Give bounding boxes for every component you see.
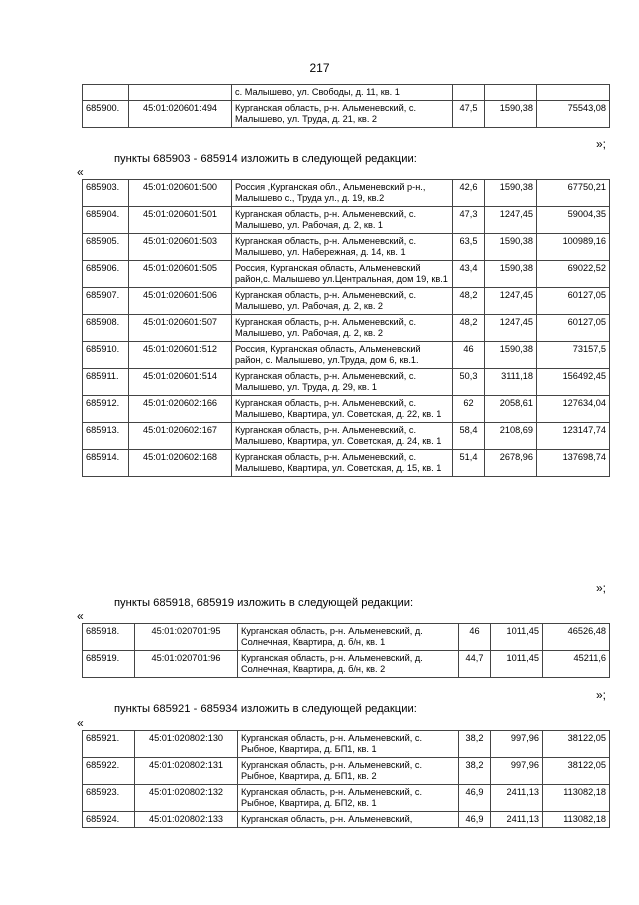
- row-number-cell: 685905.: [83, 234, 129, 261]
- cadastral-number-cell: 45:01:020802:132: [135, 785, 238, 812]
- row-number-cell: 685907.: [83, 288, 129, 315]
- table-row: [83, 785, 610, 812]
- row-number-cell: 685912.: [83, 396, 129, 423]
- cadastral-value-cell: 113082,18: [543, 812, 610, 828]
- row-number-cell: 685918.: [83, 624, 135, 651]
- cadastral-number-cell: 45:01:020802:133: [135, 812, 238, 828]
- area-cell: 58,4: [453, 423, 485, 450]
- table-row: [83, 758, 610, 785]
- table-section-1: [82, 179, 610, 477]
- address-cell: Курганская область, р-н. Альменевский, д. Солнечная, Квартира, д. б/н, кв. 2: [238, 651, 459, 678]
- unit-price-cell: 2678,96: [485, 450, 537, 477]
- close-quote: »;: [596, 688, 607, 702]
- cadastral-value-cell: 67750,21: [537, 180, 610, 207]
- area-cell: 42,6: [453, 180, 485, 207]
- area-cell: 46: [453, 342, 485, 369]
- address-cell: Курганская область, р-н. Альменевский, с. Малышево, ул. Рабочая, д. 2, кв. 2: [232, 315, 453, 342]
- address-cell: Курганская область, р-н. Альменевский, д. Солнечная, Квартира, д. б/н, кв. 1: [238, 624, 459, 651]
- table-row: [83, 450, 610, 477]
- row-number-cell: 685903.: [83, 180, 129, 207]
- table-continuation: [82, 84, 610, 128]
- row-number-cell: 685921.: [83, 731, 135, 758]
- unit-price-cell: 3111,18: [485, 369, 537, 396]
- table-row: [83, 812, 610, 828]
- section-heading: пункты 685903 - 685914 изложить в следующей редакции:: [114, 153, 417, 165]
- area-cell: [453, 85, 485, 101]
- address-cell: Курганская область, р-н. Альменевский, с. Рыбное, Квартира, д. БП2, кв. 1: [238, 785, 459, 812]
- area-cell: 63,5: [453, 234, 485, 261]
- address-cell: Курганская область, р-н. Альменевский,: [238, 812, 459, 828]
- table-section-2: [82, 623, 610, 678]
- table-row: [83, 342, 610, 369]
- table-row: [83, 207, 610, 234]
- address-cell: Курганская область, р-н. Альменевский, с. Малышево, ул. Набережная, д. 14, кв. 1: [232, 234, 453, 261]
- unit-price-cell: 997,96: [491, 758, 543, 785]
- area-cell: 51,4: [453, 450, 485, 477]
- cadastral-number-cell: 45:01:020601:514: [129, 369, 232, 396]
- address-cell: Россия ,Курганская обл., Альменевский р-н., Малышево с., Труда ул., д. 19, кв.2: [232, 180, 453, 207]
- row-number-cell: 685913.: [83, 423, 129, 450]
- cadastral-value-cell: 75543,08: [537, 101, 610, 128]
- unit-price-cell: 997,96: [491, 731, 543, 758]
- unit-price-cell: 1247,45: [485, 315, 537, 342]
- table-row: [83, 234, 610, 261]
- area-cell: 46,9: [459, 785, 491, 812]
- table-section-3: [82, 730, 610, 828]
- row-number-cell: 685900.: [83, 101, 129, 128]
- open-quote: «: [77, 165, 84, 179]
- cadastral-number-cell: 45:01:020601:506: [129, 288, 232, 315]
- cadastral-value-cell: 69022,52: [537, 261, 610, 288]
- table-row: [83, 85, 610, 101]
- page-number: 217: [309, 61, 330, 75]
- table-row: [83, 369, 610, 396]
- cadastral-number-cell: 45:01:020701:96: [135, 651, 238, 678]
- area-cell: 44,7: [459, 651, 491, 678]
- area-cell: 47,5: [453, 101, 485, 128]
- unit-price-cell: 1247,45: [485, 288, 537, 315]
- area-cell: 43,4: [453, 261, 485, 288]
- cadastral-value-cell: 60127,05: [537, 315, 610, 342]
- cadastral-value-cell: 45211,6: [543, 651, 610, 678]
- row-number-cell: 685908.: [83, 315, 129, 342]
- row-number-cell: 685922.: [83, 758, 135, 785]
- cadastral-value-cell: 100989,16: [537, 234, 610, 261]
- row-number-cell: 685910.: [83, 342, 129, 369]
- table-row: [83, 423, 610, 450]
- cadastral-value-cell: 46526,48: [543, 624, 610, 651]
- cadastral-number-cell: 45:01:020601:501: [129, 207, 232, 234]
- address-cell: Курганская область, р-н. Альменевский, с. Рыбное, Квартира, д. БП1, кв. 2: [238, 758, 459, 785]
- cadastral-number-cell: [129, 85, 232, 101]
- unit-price-cell: 1590,38: [485, 261, 537, 288]
- cadastral-number-cell: 45:01:020601:507: [129, 315, 232, 342]
- cadastral-value-cell: 73157,5: [537, 342, 610, 369]
- area-cell: 50,3: [453, 369, 485, 396]
- cadastral-value-cell: 113082,18: [543, 785, 610, 812]
- unit-price-cell: 1590,38: [485, 342, 537, 369]
- cadastral-value-cell: 38122,05: [543, 758, 610, 785]
- area-cell: 46: [459, 624, 491, 651]
- unit-price-cell: 2058,61: [485, 396, 537, 423]
- section-heading: пункты 685918, 685919 изложить в следующей редакции:: [114, 597, 414, 609]
- cadastral-value-cell: 60127,05: [537, 288, 610, 315]
- cadastral-value-cell: 123147,74: [537, 423, 610, 450]
- close-quote: »;: [596, 137, 607, 151]
- open-quote: «: [77, 716, 84, 730]
- cadastral-number-cell: 45:01:020601:500: [129, 180, 232, 207]
- table-row: [83, 396, 610, 423]
- row-number-cell: 685923.: [83, 785, 135, 812]
- area-cell: 38,2: [459, 758, 491, 785]
- address-cell: Курганская область, р-н. Альменевский, с. Малышево, ул. Труда, д. 29, кв. 1: [232, 369, 453, 396]
- table-row: [83, 651, 610, 678]
- row-number-cell: [83, 85, 129, 101]
- row-number-cell: 685911.: [83, 369, 129, 396]
- unit-price-cell: 2411,13: [491, 812, 543, 828]
- table-row: [83, 101, 610, 128]
- unit-price-cell: 1011,45: [491, 651, 543, 678]
- table-row: [83, 624, 610, 651]
- open-quote: «: [77, 609, 84, 623]
- cadastral-value-cell: 127634,04: [537, 396, 610, 423]
- cadastral-number-cell: 45:01:020601:512: [129, 342, 232, 369]
- area-cell: 48,2: [453, 315, 485, 342]
- address-cell: Курганская область, р-н. Альменевский, с. Малышево, ул. Рабочая, д. 2, кв. 1: [232, 207, 453, 234]
- cadastral-number-cell: 45:01:020602:166: [129, 396, 232, 423]
- section-heading: пункты 685921 - 685934 изложить в следующей редакции:: [114, 703, 417, 715]
- unit-price-cell: 1590,38: [485, 101, 537, 128]
- address-cell: Курганская область, р-н. Альменевский, с. Рыбное, Квартира, д. БП1, кв. 1: [238, 731, 459, 758]
- unit-price-cell: [485, 85, 537, 101]
- close-quote: »;: [596, 581, 607, 595]
- address-cell: Россия, Курганская область, Альменевский район,с. Малышево ул.Центральная, дом 19, кв.1: [232, 261, 453, 288]
- area-cell: 48,2: [453, 288, 485, 315]
- row-number-cell: 685919.: [83, 651, 135, 678]
- cadastral-number-cell: 45:01:020601:494: [129, 101, 232, 128]
- address-cell: Курганская область, р-н. Альменевский, с. Малышево, Квартира, ул. Советская, д. 24, кв. 1: [232, 423, 453, 450]
- cadastral-value-cell: 137698,74: [537, 450, 610, 477]
- unit-price-cell: 1011,45: [491, 624, 543, 651]
- row-number-cell: 685914.: [83, 450, 129, 477]
- area-cell: 38,2: [459, 731, 491, 758]
- row-number-cell: 685924.: [83, 812, 135, 828]
- address-cell: Курганская область, р-н. Альменевский, с. Малышево, Квартира, ул. Советская, д. 22, кв. 1: [232, 396, 453, 423]
- area-cell: 46,9: [459, 812, 491, 828]
- unit-price-cell: 1247,45: [485, 207, 537, 234]
- unit-price-cell: 1590,38: [485, 180, 537, 207]
- row-number-cell: 685904.: [83, 207, 129, 234]
- table-row: [83, 731, 610, 758]
- cadastral-value-cell: 38122,05: [543, 731, 610, 758]
- unit-price-cell: 2108,69: [485, 423, 537, 450]
- table-row: [83, 288, 610, 315]
- cadastral-number-cell: 45:01:020602:168: [129, 450, 232, 477]
- area-cell: 47,3: [453, 207, 485, 234]
- row-number-cell: 685906.: [83, 261, 129, 288]
- cadastral-number-cell: 45:01:020601:503: [129, 234, 232, 261]
- cadastral-number-cell: 45:01:020802:131: [135, 758, 238, 785]
- cadastral-value-cell: [537, 85, 610, 101]
- address-cell: с. Малышево, ул. Свободы, д. 11, кв. 1: [232, 85, 453, 101]
- cadastral-number-cell: 45:01:020601:505: [129, 261, 232, 288]
- unit-price-cell: 1590,38: [485, 234, 537, 261]
- area-cell: 62: [453, 396, 485, 423]
- cadastral-number-cell: 45:01:020602:167: [129, 423, 232, 450]
- cadastral-value-cell: 59004,35: [537, 207, 610, 234]
- table-row: [83, 180, 610, 207]
- address-cell: Россия, Курганская область, Альменевский район, с. Малышево, ул.Труда, дом 6, кв.1.: [232, 342, 453, 369]
- table-row: [83, 315, 610, 342]
- address-cell: Курганская область, р-н. Альменевский, с. Малышево, Квартира, ул. Советская, д. 15, кв. 1: [232, 450, 453, 477]
- cadastral-number-cell: 45:01:020701:95: [135, 624, 238, 651]
- cadastral-value-cell: 156492,45: [537, 369, 610, 396]
- table-row: [83, 261, 610, 288]
- address-cell: Курганская область, р-н. Альменевский, с. Малышево, ул. Рабочая, д. 2, кв. 2: [232, 288, 453, 315]
- cadastral-number-cell: 45:01:020802:130: [135, 731, 238, 758]
- unit-price-cell: 2411,13: [491, 785, 543, 812]
- address-cell: Курганская область, р-н. Альменевский, с. Малышево, ул. Труда, д. 21, кв. 2: [232, 101, 453, 128]
